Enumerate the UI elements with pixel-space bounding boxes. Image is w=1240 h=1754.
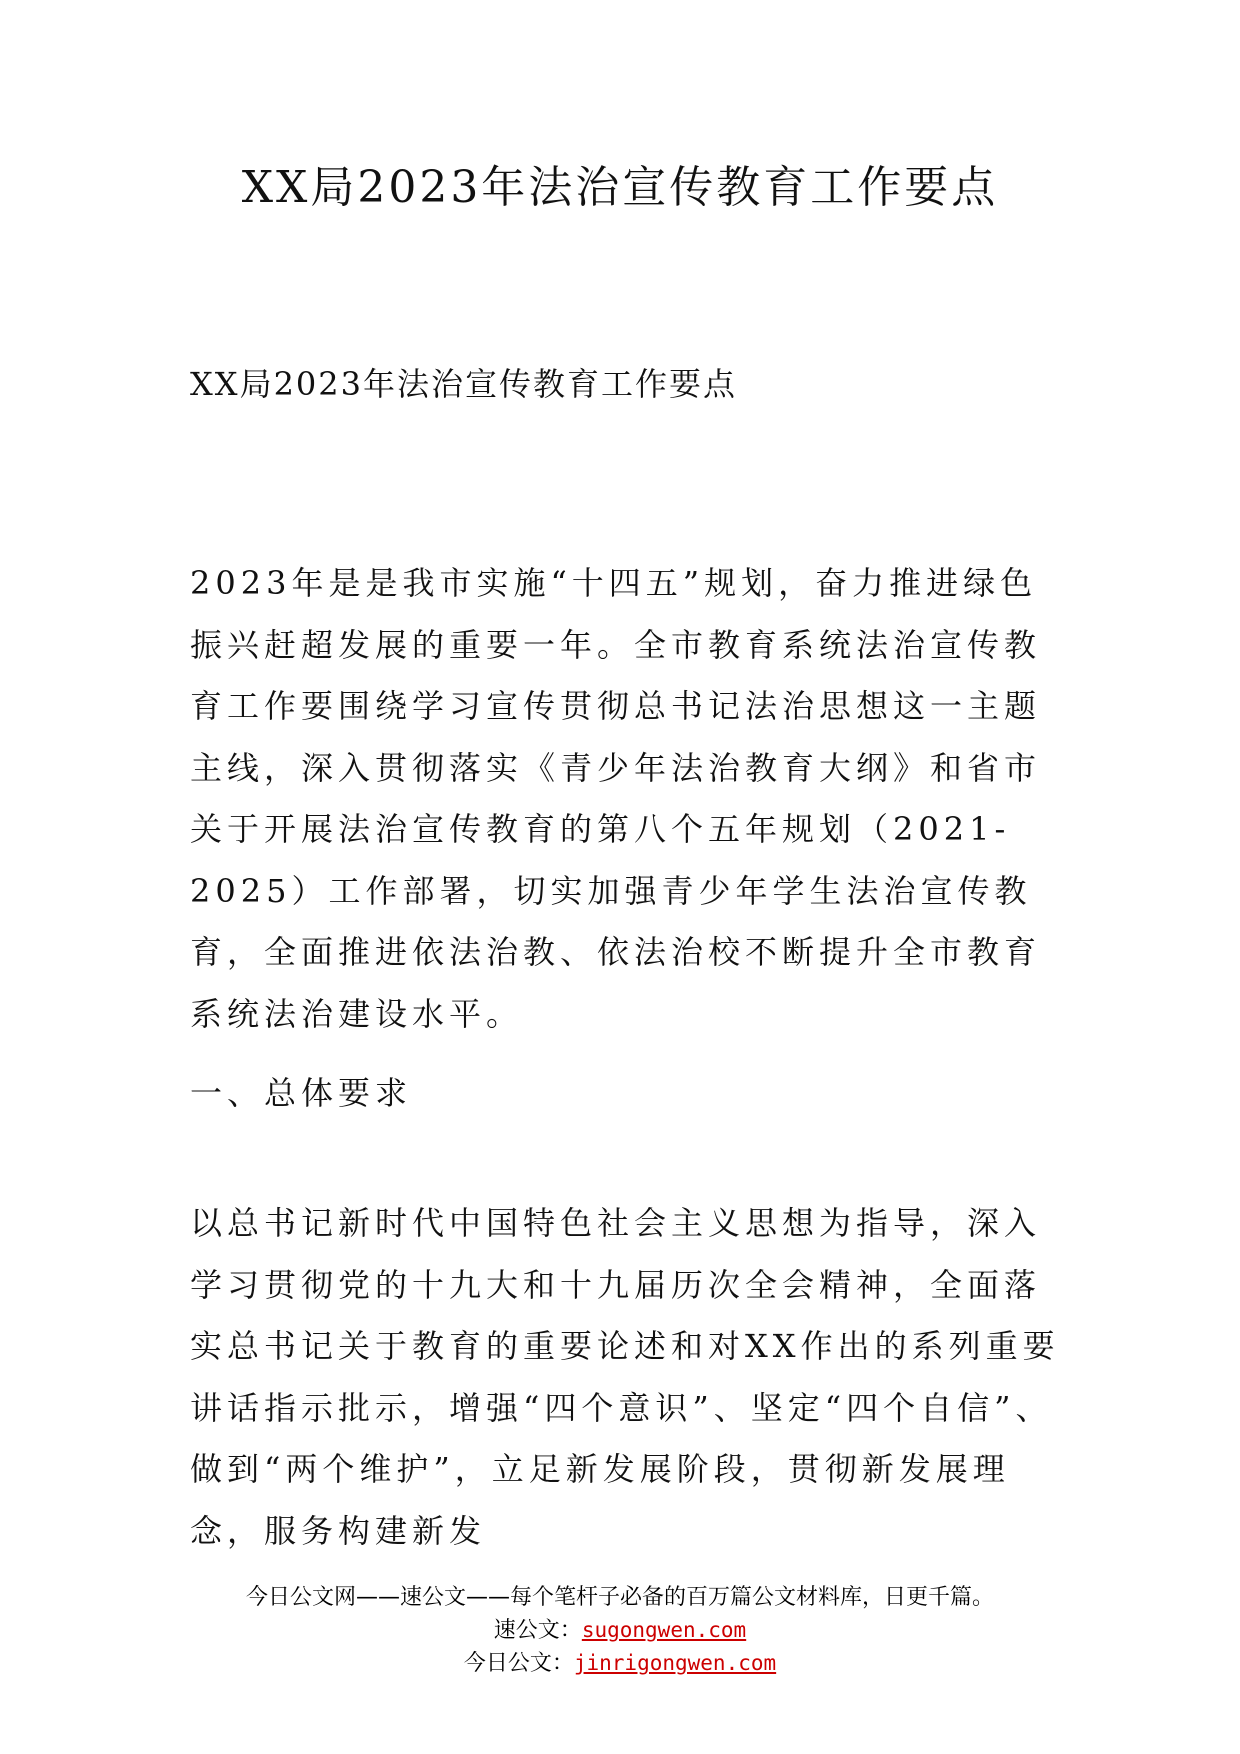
sugongwen-link[interactable]: sugongwen.com	[581, 1618, 747, 1642]
intro-paragraph: 2023年是是我市实施“十四五”规划，奋力推进绿色振兴赶超发展的重要一年。全市教育系统法治宣传教育工作要围绕学习宣传贯彻总书记法治思想这一主题主线，深入贯彻落实《青少年法治教育大纲》和省市关于开展法治宣传教育的第八个五年规划（2021-2025）工作部署，切实加强青少年学生法治宣传教育，全面推进依法治教、依法治校不断提升全市教育系统法治建设水平。	[190, 564, 1042, 1033]
footer-jinri-line	[0, 1647, 1240, 1680]
footer-slogan: 今日公文网——速公文——每个笔杆子必备的百万篇公文材料库，日更千篇。	[245, 1585, 994, 1610]
document-subtitle: XX局2023年法治宣传教育工作要点	[190, 365, 738, 403]
page-title: XX局2023年法治宣传教育工作要点	[241, 162, 999, 213]
footer-jinri-label: 今日公文：	[463, 1651, 574, 1676]
footer-sugongwen-label: 速公文：	[493, 1618, 582, 1643]
footer	[0, 1582, 1240, 1680]
general-requirements-paragraph: 以总书记新时代中国特色社会主义思想为指导，深入学习贯彻党的十九大和十九届历次全会精神，全面落实总书记关于教育的重要论述和对XX作出的系列重要讲话指示批示，增强“四个意识”、坚定“四个自信”、做到“两个维护”，立足新发展阶段，贯彻新发展理念，服务构建新发	[190, 1204, 1060, 1550]
jinrigongwen-link[interactable]: jinrigongwen.com	[573, 1651, 777, 1675]
section-heading-general-requirements: 一、总体要求	[190, 1074, 413, 1112]
footer-sugongwen-line	[0, 1614, 1240, 1647]
